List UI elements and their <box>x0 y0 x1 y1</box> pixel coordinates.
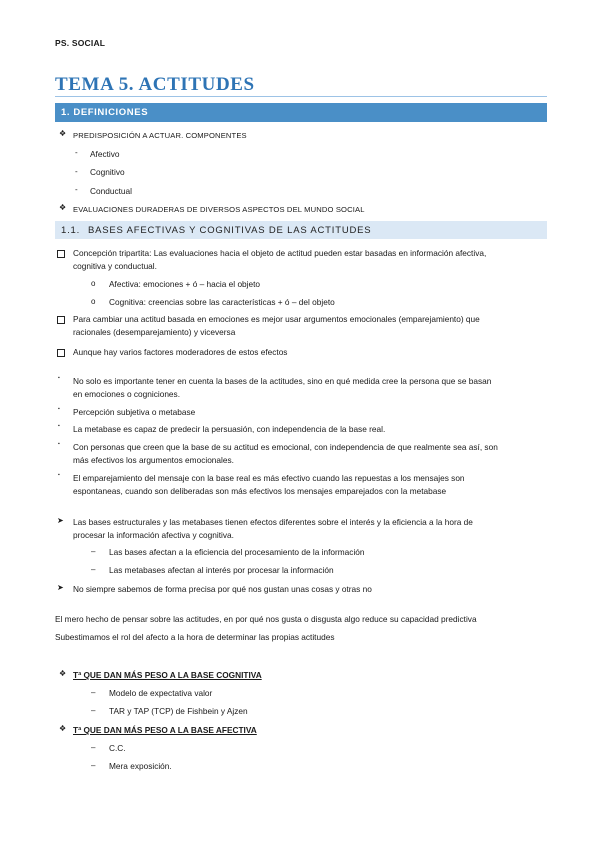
endash-bullet-icon: – <box>91 706 96 715</box>
component-item: Cognitivo <box>90 167 125 177</box>
paragraph-line: Para cambiar una actitud basada en emociones es mejor usar argumentos emocionales (emparejamiento) que <box>73 314 480 324</box>
dot-bullet-icon: ▪ <box>58 472 60 478</box>
subsection-number: 1.1. <box>61 225 81 236</box>
page-header: PS. SOCIAL <box>55 38 106 48</box>
subsection-title: BASES AFECTIVAS Y COGNITIVAS DE LAS ACTITUDES <box>88 225 372 236</box>
paragraph-line: No siempre sabemos de forma precisa por qué nos gustan unas cosas y otras no <box>73 584 372 594</box>
paragraph-line: Aunque hay varios factores moderadores de estos efectos <box>73 347 288 357</box>
sub-item: Cognitiva: creencias sobre las características + ó – del objeto <box>109 297 335 307</box>
component-item: Conductual <box>90 186 132 196</box>
component-item: Afectivo <box>90 149 120 159</box>
dash-bullet-icon: - <box>75 148 78 157</box>
paragraph-line: espontaneas, cuando son deliberadas son más efectivos los mensajes emparejados con la metabase <box>73 486 447 496</box>
paragraph-line: Con personas que creen que la base de su actitud es emocional, con independencia de que realmente sea así, son <box>73 442 498 452</box>
theories-heading: Tª QUE DAN MÁS PESO A LA BASE AFECTIVA <box>73 725 257 735</box>
theory-item: TAR y TAP (TCP) de Fishbein y Ajzen <box>109 706 248 716</box>
circle-bullet-icon: o <box>91 297 96 306</box>
diamond-bullet-icon: ❖ <box>59 203 67 212</box>
paragraph-line: Las bases estructurales y las metabases tienen efectos diferentes sobre el interés y la eficiencia a la hora de <box>73 517 473 527</box>
paragraph-line: Percepción subjetiva o metabase <box>73 407 196 417</box>
theory-item: Mera exposición. <box>109 761 172 771</box>
paragraph-line: procesar la información afectiva y cognitiva. <box>73 530 234 540</box>
sub-item: Las bases afectan a la eficiencia del procesamiento de la información <box>109 547 365 557</box>
square-bullet-icon <box>57 349 65 357</box>
dash-bullet-icon: - <box>75 185 78 194</box>
dot-bullet-icon: ▪ <box>58 406 60 412</box>
theory-item: C.C. <box>109 743 126 753</box>
dash-bullet-icon: - <box>75 167 78 176</box>
paragraph-line: El mero hecho de pensar sobre las actitudes, en por qué nos gusta o disgusta algo reduce su capacidad predictiva <box>55 614 477 624</box>
square-bullet-icon <box>57 250 65 258</box>
paragraph-line: El emparejamiento del mensaje con la base real es más efectivo cuando las repuestas a los mensajes son <box>73 473 465 483</box>
sub-item: Afectiva: emociones + ó – hacia el objeto <box>109 279 261 289</box>
endash-bullet-icon: – <box>91 743 96 752</box>
dot-bullet-icon: ▪ <box>58 375 60 381</box>
circle-bullet-icon: o <box>91 279 96 288</box>
title-underline <box>55 96 547 97</box>
page-title: TEMA 5. ACTITUDES <box>55 74 255 95</box>
paragraph-line: Concepción tripartita: Las evaluaciones hacia el objeto de actitud pueden estar basadas en información afectiva, <box>73 248 487 258</box>
subsection-heading-bases <box>55 221 547 239</box>
paragraph-line: más efectivos los argumentos emocionales. <box>73 455 234 465</box>
endash-bullet-icon: – <box>91 688 96 697</box>
square-bullet-icon <box>57 316 65 324</box>
paragraph-line: en emociones o cogniciones. <box>73 389 181 399</box>
endash-bullet-icon: – <box>91 547 96 556</box>
paragraph-line: La metabase es capaz de predecir la persuasión, con independencia de la base real. <box>73 424 386 434</box>
arrow-bullet-icon: ➤ <box>57 583 64 592</box>
theory-item: Modelo de expectativa valor <box>109 688 213 698</box>
paragraph-line: Subestimamos el rol del afecto a la hora de determinar las propias actitudes <box>55 632 335 642</box>
arrow-bullet-icon: ➤ <box>57 516 64 525</box>
paragraph-line: cognitiva y conductual. <box>73 261 157 271</box>
diamond-bullet-icon: ❖ <box>59 129 67 138</box>
endash-bullet-icon: – <box>91 565 96 574</box>
endash-bullet-icon: – <box>91 761 96 770</box>
dot-bullet-icon: ▪ <box>58 441 60 447</box>
definition-item: EVALUACIONES DURADERAS DE DIVERSOS ASPECTOS DEL MUNDO SOCIAL <box>73 205 365 214</box>
paragraph-line: No solo es importante tener en cuenta la bases de la actitudes, sino en qué medida cree la persona que se basan <box>73 376 492 386</box>
theories-heading: Tª QUE DAN MÁS PESO A LA BASE COGNITIVA <box>73 670 262 680</box>
paragraph-line: racionales (desemparejamiento) y viceversa <box>73 327 236 337</box>
sub-item: Las metabases afectan al interés por procesar la información <box>109 565 334 575</box>
section-heading-definiciones: 1. DEFINICIONES <box>55 103 547 122</box>
dot-bullet-icon: ▪ <box>58 423 60 429</box>
diamond-bullet-icon: ❖ <box>59 669 67 678</box>
diamond-bullet-icon: ❖ <box>59 724 67 733</box>
definition-item: PREDISPOSICIÓN A ACTUAR. COMPONENTES <box>73 131 247 140</box>
